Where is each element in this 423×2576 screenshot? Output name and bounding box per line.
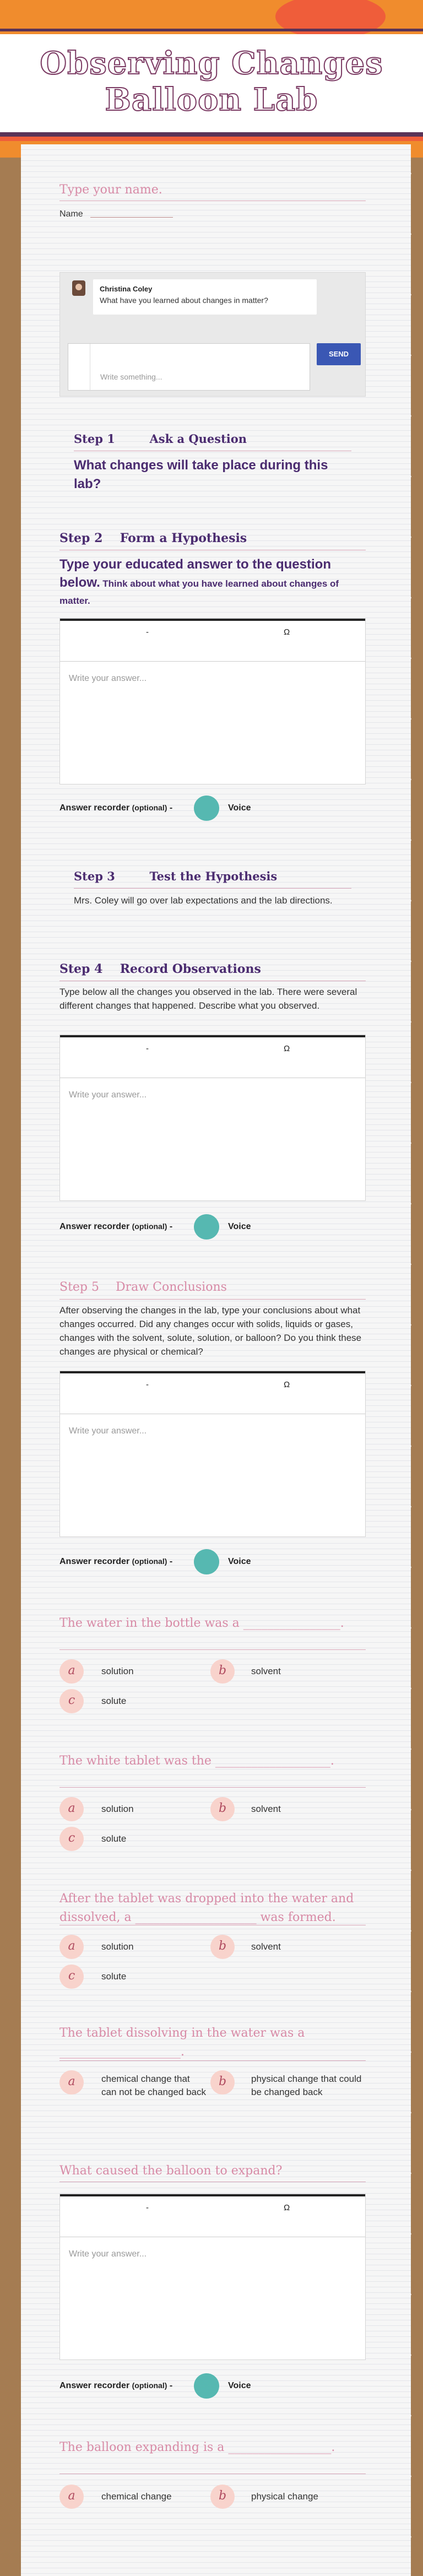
q4-choice-a[interactable]: a <box>59 2070 84 2095</box>
step1-heading <box>74 431 247 447</box>
recorder-label: Answer recorder <box>59 1557 130 1566</box>
step5-rule <box>59 1299 366 1300</box>
omega-button[interactable]: Ω <box>284 1380 290 1389</box>
send-button[interactable]: SEND <box>317 343 361 365</box>
q2-choice-b-label: solvent <box>251 1804 281 1814</box>
recorder-optional: (optional) <box>132 2381 167 2390</box>
voice-label: Voice <box>228 803 251 813</box>
q6-choice-b-label: physical change <box>251 2491 318 2502</box>
answer-recorder-step4 <box>59 1222 172 1232</box>
chat-compose-gutter <box>68 344 90 391</box>
name-label: Name <box>59 209 83 219</box>
q2-choice-a-label: solution <box>101 1804 134 1814</box>
dash-button[interactable]: - <box>146 1380 149 1389</box>
step2-prompt <box>59 556 368 610</box>
step3-label: Step 3 <box>74 869 115 883</box>
q1-choice-a-label: solution <box>101 1666 134 1676</box>
dash-button[interactable]: - <box>146 1044 149 1053</box>
q2-choice-b[interactable]: b <box>210 1797 235 1821</box>
q6-choice-a-label: chemical change <box>101 2491 172 2502</box>
q4-choice-b[interactable]: b <box>210 2070 235 2095</box>
step2-prompt-small: Think about what you have learned about changes of matter. <box>59 578 339 606</box>
answer-input[interactable]: Write your answer... <box>69 674 147 683</box>
step2-label: Step 2 <box>59 531 103 545</box>
q1-choice-b[interactable]: b <box>210 1659 235 1684</box>
voice-label: Voice <box>228 2381 251 2390</box>
header-band-purple <box>0 132 423 137</box>
answer-editor-step5[interactable] <box>59 1371 366 1537</box>
answer-editor-step2[interactable] <box>59 618 366 784</box>
recorder-optional: (optional) <box>132 1222 167 1231</box>
header-band-red <box>0 137 423 141</box>
record-button[interactable] <box>194 795 219 821</box>
q1-choice-a[interactable]: a <box>59 1659 84 1684</box>
step3-text: Mrs. Coley will go over lab expectations and the lab directions. <box>74 895 333 906</box>
editor-toolbar <box>60 2194 365 2237</box>
q6-choice-b[interactable]: b <box>210 2485 235 2509</box>
step4-title: Record Observations <box>120 962 261 976</box>
q3-choice-a-label: solution <box>101 1941 134 1952</box>
dash-button[interactable]: - <box>146 627 149 637</box>
record-button[interactable] <box>194 1214 219 1240</box>
recorder-sep: - <box>169 803 173 813</box>
step5-title: Draw Conclusions <box>116 1280 227 1294</box>
answer-input[interactable]: Write your answer... <box>69 1090 147 1100</box>
q2-choice-c-label: solute <box>101 1833 127 1844</box>
step5-text: After observing the changes in the lab, type your conclusions about what changes occurred. Did any changes occur with solids, liquids or gases, changes with the solvent, solute, solution, or balloon? Do you think these changes are physical or chemical? <box>59 1305 362 1357</box>
editor-toolbar <box>60 1035 365 1078</box>
recorder-label: Answer recorder <box>59 1222 130 1231</box>
q1-choice-b-label: solvent <box>251 1666 281 1676</box>
q4-question: The tablet dissolving in the water was a ____________________. <box>59 2026 305 2059</box>
step1-label: Step 1 <box>74 432 115 446</box>
name-prompt: Type your name. <box>59 183 162 197</box>
q3-choice-b-label: solvent <box>251 1941 281 1952</box>
page-title <box>0 45 423 118</box>
recorder-label: Answer recorder <box>59 2381 130 2390</box>
q3-choice-a[interactable]: a <box>59 1935 84 1959</box>
answer-recorder-step2 <box>59 803 172 813</box>
page-title-line2: Balloon Lab <box>105 82 318 118</box>
recorder-optional: (optional) <box>132 803 167 812</box>
q4-choice-a-label: chemical change that can not be changed back <box>101 2074 206 2097</box>
record-button[interactable] <box>194 1549 219 1574</box>
q6-choice-a[interactable]: a <box>59 2485 84 2509</box>
omega-button[interactable]: Ω <box>284 2203 290 2212</box>
q1-rule <box>59 1649 366 1650</box>
dash-button[interactable]: - <box>146 2203 149 2212</box>
chat-message: What have you learned about changes in matter? <box>100 296 268 305</box>
top-banner <box>0 0 423 34</box>
voice-label: Voice <box>228 1557 251 1566</box>
step2-title: Form a Hypothesis <box>120 531 247 545</box>
recorder-sep: - <box>169 1557 173 1566</box>
q3-choice-c[interactable]: c <box>59 1965 84 1989</box>
q3-choice-b[interactable]: b <box>210 1935 235 1959</box>
chat-input[interactable]: Write something... <box>100 372 162 381</box>
step4-text: Type below all the changes you observed in the lab. There were several different changes that happened. Describe what you observed. <box>59 987 357 1011</box>
answer-editor-q5[interactable] <box>59 2194 366 2360</box>
chat-compose <box>68 343 310 391</box>
step2-heading <box>59 530 247 546</box>
q2-rule <box>59 1787 366 1788</box>
recorder-label: Answer recorder <box>59 803 130 813</box>
recorder-sep: - <box>169 2381 173 2390</box>
q2-choice-a[interactable]: a <box>59 1797 84 1821</box>
page-header <box>0 34 423 132</box>
banner-stripe <box>0 29 423 31</box>
step5-heading <box>59 1279 227 1296</box>
q3-choice-c-label: solute <box>101 1971 127 1982</box>
q3-question: After the tablet was dropped into the water and dissolved, a ____________________ was formed. <box>59 1892 354 1924</box>
step1-title: Ask a Question <box>149 432 247 446</box>
omega-button[interactable]: Ω <box>284 1044 290 1053</box>
chat-message-bubble <box>93 279 317 315</box>
step4-heading <box>59 961 261 977</box>
answer-input[interactable]: Write your answer... <box>69 1426 147 1436</box>
q1-question: The water in the bottle was a ________________. <box>59 1616 344 1630</box>
answer-editor-step4[interactable] <box>59 1035 366 1201</box>
name-input[interactable] <box>90 217 173 218</box>
step3-heading <box>74 868 277 885</box>
recorder-sep: - <box>169 1222 173 1231</box>
chat-widget <box>59 272 366 397</box>
step3-title: Test the Hypothesis <box>149 869 278 883</box>
recorder-optional: (optional) <box>132 1557 167 1566</box>
step5-label: Step 5 <box>59 1280 100 1294</box>
q6-question: The balloon expanding is a _________________. <box>59 2440 335 2454</box>
avatar <box>72 280 85 296</box>
step1-question: What changes will take place during this lab? <box>74 458 328 491</box>
page-title-line1: Observing Changes <box>40 45 383 82</box>
worksheet-paper <box>21 144 411 2576</box>
voice-label: Voice <box>228 1222 251 1231</box>
q4-choice-b-label: physical change that could be changed back <box>251 2074 362 2097</box>
step2-prompt-big: Type your educated answer to the question below. <box>59 557 331 590</box>
step4-label: Step 4 <box>59 962 103 976</box>
answer-recorder-q5 <box>59 2381 172 2391</box>
q2-choice-c[interactable]: c <box>59 1827 84 1851</box>
editor-toolbar <box>60 1371 365 1414</box>
q1-choice-c-label: solute <box>101 1696 127 1706</box>
answer-recorder-step5 <box>59 1557 172 1567</box>
q4-rule <box>59 2060 366 2061</box>
omega-button[interactable]: Ω <box>284 627 290 637</box>
chat-author: Christina Coley <box>100 285 153 293</box>
q1-choice-c[interactable]: c <box>59 1689 84 1713</box>
record-button[interactable] <box>194 2373 219 2399</box>
step3-rule <box>74 888 351 889</box>
q2-question: The white tablet was the ___________________. <box>59 1754 334 1768</box>
editor-toolbar <box>60 619 365 662</box>
answer-input[interactable]: Write your answer... <box>69 2249 147 2259</box>
q5-question: What caused the balloon to expand? <box>59 2164 283 2178</box>
